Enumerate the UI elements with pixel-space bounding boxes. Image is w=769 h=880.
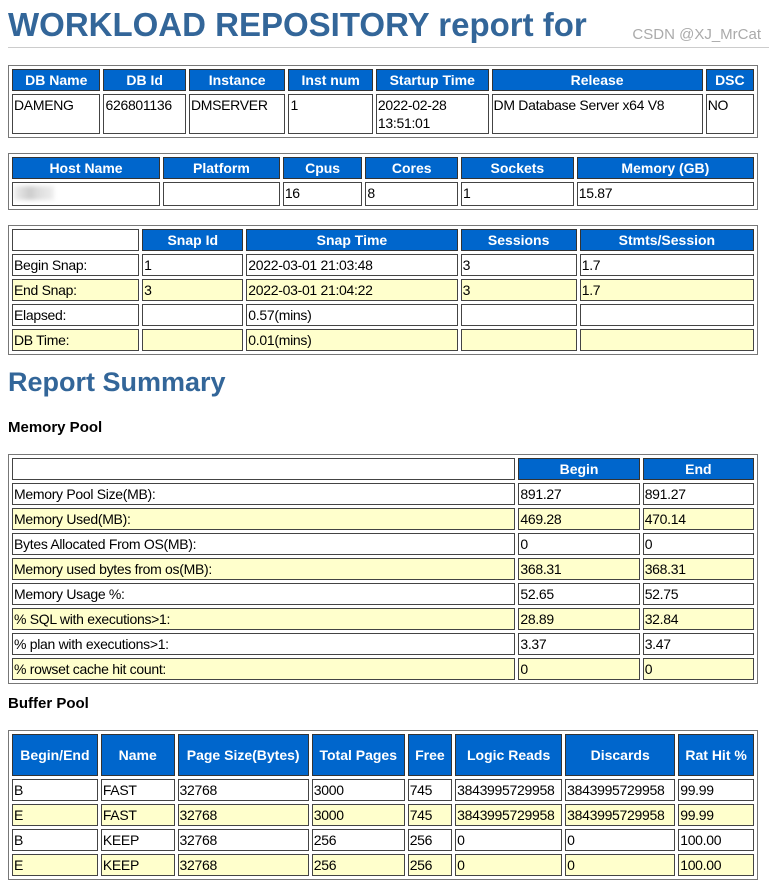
column-header: Sessions: [461, 229, 577, 251]
table-cell: 15.87: [577, 182, 754, 206]
table-cell: 1: [142, 254, 243, 276]
table-cell: 2022-03-01 21:03:48: [246, 254, 457, 276]
table-row: [12, 182, 754, 206]
table-cell: Memory used bytes from os(MB):: [12, 558, 515, 580]
table-cell: [12, 182, 160, 206]
table-cell: 891.27: [518, 483, 639, 505]
table-cell: DM Database Server x64 V8: [492, 94, 703, 134]
table-cell: [580, 304, 754, 326]
column-header: Total Pages: [312, 734, 405, 776]
column-header: Cpus: [283, 157, 363, 179]
table-cell: 3843995729958: [565, 804, 675, 826]
table-cell: 0.01(mins): [246, 329, 457, 351]
table-cell: 0: [565, 829, 675, 851]
header-row: [12, 229, 754, 251]
table-cell: Memory Used(MB):: [12, 508, 515, 530]
table-row: [12, 804, 754, 826]
table-row: [12, 254, 754, 276]
table-cell: B: [12, 779, 98, 801]
table-cell: 3843995729958: [455, 779, 562, 801]
table-cell: Elapsed:: [12, 304, 139, 326]
column-header: Startup Time: [376, 69, 489, 91]
header-row: [12, 157, 754, 179]
table-cell: DMSERVER: [189, 94, 286, 134]
table-cell: 3: [142, 279, 243, 301]
table-cell: 3843995729958: [565, 779, 675, 801]
table-row: [12, 483, 754, 505]
table-cell: B: [12, 829, 98, 851]
table-cell: 16: [283, 182, 363, 206]
table-cell: 28.89: [518, 608, 639, 630]
column-header: DSC: [706, 69, 754, 91]
table-cell: 99.99: [678, 779, 754, 801]
column-header: Snap Time: [246, 229, 457, 251]
table-cell: KEEP: [101, 829, 175, 851]
header-row: [12, 734, 754, 776]
table-cell: 8: [365, 182, 458, 206]
table-cell: 745: [408, 804, 452, 826]
host-info-table: [8, 153, 758, 210]
table-cell: 52.65: [518, 583, 639, 605]
column-header: Page Size(Bytes): [178, 734, 309, 776]
table-cell: 3: [461, 279, 577, 301]
table-row: [12, 779, 754, 801]
table-row: [12, 94, 754, 134]
table-cell: [461, 329, 577, 351]
table-cell: % rowset cache hit count:: [12, 658, 515, 680]
table-cell: [461, 304, 577, 326]
table-cell: 469.28: [518, 508, 639, 530]
column-header: Name: [101, 734, 175, 776]
column-header: Platform: [163, 157, 280, 179]
redacted-host-name: [14, 186, 54, 200]
column-header: Free: [408, 734, 452, 776]
column-header: Sockets: [461, 157, 574, 179]
column-header: Inst num: [288, 69, 372, 91]
table-cell: 0: [455, 829, 562, 851]
column-header: Stmts/Session: [580, 229, 754, 251]
header-row: [12, 458, 754, 480]
table-cell: 1: [288, 94, 372, 134]
column-header: Release: [492, 69, 703, 91]
column-header: Instance: [189, 69, 286, 91]
table-cell: [142, 329, 243, 351]
report-summary-heading: Report Summary: [8, 367, 226, 397]
buffer-pool-table: [8, 730, 758, 880]
table-cell: 3.37: [518, 633, 639, 655]
table-cell: DB Time:: [12, 329, 139, 351]
table-cell: 256: [312, 854, 405, 876]
table-cell: 0: [565, 854, 675, 876]
table-cell: NO: [706, 94, 754, 134]
table-cell: 891.27: [643, 483, 754, 505]
table-cell: 32768: [178, 829, 309, 851]
table-cell: 470.14: [643, 508, 754, 530]
db-info-table: [8, 65, 758, 138]
table-cell: Bytes Allocated From OS(MB):: [12, 533, 515, 555]
column-header: Snap Id: [142, 229, 243, 251]
table-cell: 3843995729958: [455, 804, 562, 826]
table-cell: E: [12, 804, 98, 826]
table-cell: 1.7: [580, 254, 754, 276]
table-cell: % plan with executions>1:: [12, 633, 515, 655]
table-row: [12, 829, 754, 851]
table-row: [12, 854, 754, 876]
column-header: DB Name: [12, 69, 100, 91]
table-cell: 626801136: [103, 94, 185, 134]
table-cell: E: [12, 854, 98, 876]
memory-pool-heading: Memory Pool: [8, 419, 103, 436]
table-cell: 745: [408, 779, 452, 801]
table-row: [12, 558, 754, 580]
table-cell: FAST: [101, 779, 175, 801]
table-row: [12, 508, 754, 530]
table-cell: 0.57(mins): [246, 304, 457, 326]
column-header: [12, 458, 515, 480]
column-header: Rat Hit %: [678, 734, 754, 776]
table-row: [12, 633, 754, 655]
table-cell: 368.31: [643, 558, 754, 580]
table-cell: Begin Snap:: [12, 254, 139, 276]
table-row: [12, 608, 754, 630]
buffer-pool-heading: Buffer Pool: [8, 695, 89, 712]
table-cell: DAMENG: [12, 94, 100, 134]
table-cell: 32768: [178, 779, 309, 801]
table-cell: 32768: [178, 854, 309, 876]
table-cell: 368.31: [518, 558, 639, 580]
table-cell: 256: [408, 829, 452, 851]
table-cell: End Snap:: [12, 279, 139, 301]
table-cell: 2022-03-01 21:04:22: [246, 279, 457, 301]
column-header: End: [643, 458, 754, 480]
table-cell: 256: [312, 829, 405, 851]
column-header: Begin/End: [12, 734, 98, 776]
table-cell: KEEP: [101, 854, 175, 876]
column-header: DB Id: [103, 69, 185, 91]
table-cell: [142, 304, 243, 326]
column-header: Cores: [365, 157, 458, 179]
column-header: Memory (GB): [577, 157, 754, 179]
table-row: [12, 329, 754, 351]
table-cell: FAST: [101, 804, 175, 826]
table-cell: 2022-02-28 13:51:01: [376, 94, 489, 134]
header-row: [12, 69, 754, 91]
table-row: [12, 658, 754, 680]
table-cell: 100.00: [678, 829, 754, 851]
table-cell: 0: [518, 658, 639, 680]
table-cell: 1.7: [580, 279, 754, 301]
table-cell: Memory Pool Size(MB):: [12, 483, 515, 505]
table-cell: 3: [461, 254, 577, 276]
table-cell: 3000: [312, 779, 405, 801]
page-title: WORKLOAD REPOSITORY report for: [8, 6, 587, 43]
table-cell: [580, 329, 754, 351]
table-cell: 100.00: [678, 854, 754, 876]
table-cell: 0: [643, 533, 754, 555]
watermark: CSDN @XJ_MrCat: [632, 26, 761, 43]
title-divider: [8, 47, 769, 48]
table-cell: 1: [461, 182, 574, 206]
table-cell: % SQL with executions>1:: [12, 608, 515, 630]
table-cell: 3.47: [643, 633, 754, 655]
column-header: Logic Reads: [455, 734, 562, 776]
table-cell: 32.84: [643, 608, 754, 630]
table-cell: 99.99: [678, 804, 754, 826]
table-cell: 256: [408, 854, 452, 876]
column-header: Host Name: [12, 157, 160, 179]
snapshot-table: [8, 225, 758, 355]
table-cell: [163, 182, 280, 206]
column-header: [12, 229, 139, 251]
table-row: [12, 304, 754, 326]
table-row: [12, 533, 754, 555]
table-cell: Memory Usage %:: [12, 583, 515, 605]
table-cell: 0: [455, 854, 562, 876]
table-cell: 0: [518, 533, 639, 555]
memory-pool-table: [8, 454, 758, 684]
column-header: Discards: [565, 734, 675, 776]
table-cell: 32768: [178, 804, 309, 826]
table-cell: 3000: [312, 804, 405, 826]
table-cell: 52.75: [643, 583, 754, 605]
table-cell: 0: [643, 658, 754, 680]
table-row: [12, 279, 754, 301]
column-header: Begin: [518, 458, 639, 480]
table-row: [12, 583, 754, 605]
